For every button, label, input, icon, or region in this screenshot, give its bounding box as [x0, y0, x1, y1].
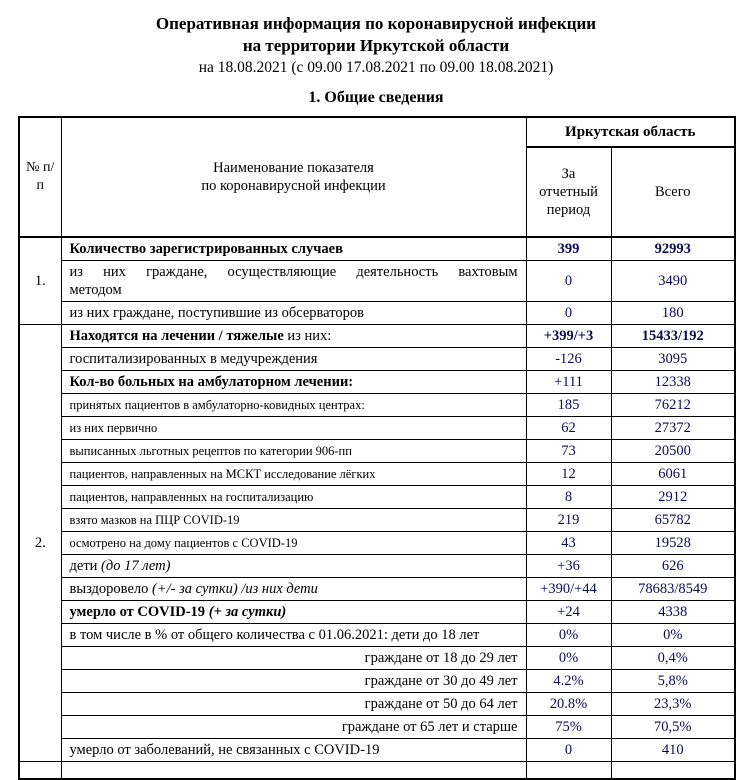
row-total-value: 23,3% — [611, 693, 735, 716]
row-label-part: (+/- за сутки) /из них дети — [152, 581, 318, 597]
row-label-part: из них граждане, осуществляющие деятельность вахтовым — [69, 264, 518, 280]
clipped-cell — [526, 762, 611, 780]
row-label — [61, 348, 526, 371]
row-total-value: 626 — [611, 555, 735, 578]
table-row — [19, 237, 735, 261]
table-row — [19, 302, 735, 325]
table-row — [19, 463, 735, 486]
row-label — [61, 371, 526, 394]
row-label-part: из них: — [283, 328, 332, 344]
row-period-value: 8 — [526, 486, 611, 509]
row-label — [61, 440, 526, 463]
document-header — [0, 0, 752, 78]
row-total-value: 65782 — [611, 509, 735, 532]
row-period-value: 62 — [526, 417, 611, 440]
row-label-part: выздоровело — [69, 581, 152, 597]
row-total-value: 92993 — [611, 237, 735, 261]
doc-title-line-2: на территории Иркутской области — [242, 36, 510, 55]
row-period-value: 0 — [526, 739, 611, 762]
row-total-value: 6061 — [611, 463, 735, 486]
row-total-value: 3095 — [611, 348, 735, 371]
row-label-part: госпитализированных в медучреждения — [69, 351, 318, 367]
row-period-value: 20.8% — [526, 693, 611, 716]
table-row — [19, 394, 735, 417]
row-total-value: 0% — [611, 624, 735, 647]
row-period-value: +24 — [526, 601, 611, 624]
row-period-value: 73 — [526, 440, 611, 463]
header-total: Всего — [611, 147, 735, 237]
table-row — [19, 348, 735, 371]
table-header — [19, 117, 735, 237]
row-total-value: 20500 — [611, 440, 735, 463]
header-indicator-name-line1: Наименование показателя — [213, 160, 374, 176]
table-row — [19, 509, 735, 532]
row-label-part: из них первично — [69, 420, 158, 435]
row-total-value: 2912 — [611, 486, 735, 509]
row-period-value: 4.2% — [526, 670, 611, 693]
general-info-table — [18, 116, 736, 780]
table-row — [19, 325, 735, 348]
row-total-value: 4338 — [611, 601, 735, 624]
row-label-part: дети — [69, 558, 102, 574]
doc-title-date-line: на 18.08.2021 (с 09.00 17.08.2021 по 09.00 18.08.2021) — [198, 59, 554, 76]
row-label-part: взято мазков на ПЦР COVID-19 — [69, 512, 240, 527]
row-label-part: выписанных льготных рецептов по категории 906-пп — [69, 443, 352, 458]
row-label — [61, 532, 526, 555]
row-label-part: принятых пациентов в амбулаторно-ковидных центрах: — [69, 397, 365, 412]
row-label-part: Количество зарегистрированных случаев — [69, 241, 343, 257]
row-label — [61, 509, 526, 532]
row-label — [61, 739, 526, 762]
row-label-part: осмотрено на дому пациентов с COVID-19 — [69, 535, 298, 550]
row-label-part: граждане от 18 до 29 лет — [364, 650, 518, 666]
row-period-value: -126 — [526, 348, 611, 371]
row-label-part: граждане от 50 до 64 лет — [364, 696, 518, 712]
doc-title-line-1: Оперативная информация по коронавирусной инфекции — [155, 14, 597, 33]
row-total-value: 12338 — [611, 371, 735, 394]
table-row — [19, 486, 735, 509]
row-period-value: +111 — [526, 371, 611, 394]
row-label — [61, 302, 526, 325]
row-label-part: Кол-во больных на амбулаторном лечении: — [69, 374, 354, 390]
row-period-value: 219 — [526, 509, 611, 532]
row-label-part: Находятся на лечении / тяжелые — [69, 328, 284, 344]
row-total-value: 70,5% — [611, 716, 735, 739]
table-body — [19, 237, 735, 779]
row-total-value: 27372 — [611, 417, 735, 440]
row-label — [61, 463, 526, 486]
row-total-value: 78683/8549 — [611, 578, 735, 601]
table-row — [19, 532, 735, 555]
row-label — [61, 716, 526, 739]
row-period-value: +399/+3 — [526, 325, 611, 348]
row-label-part: пациентов, направленных на МСКТ исследование лёгких — [69, 466, 376, 481]
table-row — [19, 578, 735, 601]
row-period-value: 12 — [526, 463, 611, 486]
row-label — [61, 417, 526, 440]
row-label — [61, 555, 526, 578]
row-label-part: граждане от 30 до 49 лет — [364, 673, 518, 689]
row-total-value: 5,8% — [611, 670, 735, 693]
table-row — [19, 555, 735, 578]
header-row-region — [19, 117, 735, 147]
table-row — [19, 261, 735, 302]
row-total-value: 0,4% — [611, 647, 735, 670]
section-heading: 1. Общие сведения — [308, 89, 444, 106]
table-row — [19, 739, 735, 762]
row-label — [61, 237, 526, 261]
table-row — [19, 417, 735, 440]
row-total-value: 410 — [611, 739, 735, 762]
row-label-part: из них граждане, поступившие из обсерваторов — [69, 305, 364, 321]
row-label — [61, 647, 526, 670]
table-row — [19, 440, 735, 463]
row-total-value: 3490 — [611, 261, 735, 302]
table-row — [19, 601, 735, 624]
row-label-part: (до 17 лет) — [101, 558, 171, 574]
row-period-value: 43 — [526, 532, 611, 555]
table-row — [19, 371, 735, 394]
row-period-value: +390/+44 — [526, 578, 611, 601]
row-label — [61, 394, 526, 417]
row-total-value: 180 — [611, 302, 735, 325]
row-total-value: 19528 — [611, 532, 735, 555]
header-region: Иркутская область — [526, 117, 735, 147]
table-row — [19, 624, 735, 647]
row-period-value: 0% — [526, 624, 611, 647]
row-label-part: умерло от заболеваний, не связанных с COVID-19 — [69, 742, 380, 758]
table-row — [19, 670, 735, 693]
row-label — [61, 624, 526, 647]
header-indicator-name — [61, 117, 526, 237]
header-period: За отчетный период — [526, 147, 611, 237]
row-label-part: методом — [69, 282, 122, 298]
row-label-part: (+ за сутки) — [208, 604, 287, 620]
table-row — [19, 716, 735, 739]
table-row — [19, 647, 735, 670]
row-period-value: 185 — [526, 394, 611, 417]
row-total-value: 15433/192 — [611, 325, 735, 348]
row-label-part: в том числе в % от общего количества с 01.06.2021: дети до 18 лет — [69, 627, 480, 643]
row-label — [61, 261, 526, 302]
header-num: № п/п — [19, 117, 61, 237]
row-label-part: пациентов, направленных на госпитализацию — [69, 489, 314, 504]
row-label-part: граждане от 65 лет и старше — [341, 719, 518, 735]
row-period-value: 399 — [526, 237, 611, 261]
row-label-part: умерло от COVID-19 — [69, 604, 209, 620]
section-number: 1. — [19, 237, 61, 325]
row-label — [61, 578, 526, 601]
row-label — [61, 325, 526, 348]
header-indicator-name-line2: по коронавирусной инфекции — [201, 178, 386, 194]
row-label — [61, 670, 526, 693]
clipped-cell — [19, 762, 61, 780]
row-label — [61, 693, 526, 716]
row-period-value: 75% — [526, 716, 611, 739]
clipped-cell — [61, 762, 526, 780]
row-period-value: +36 — [526, 555, 611, 578]
section-number: 2. — [19, 325, 61, 762]
row-period-value: 0 — [526, 261, 611, 302]
row-period-value: 0 — [526, 302, 611, 325]
row-label — [61, 601, 526, 624]
table-row — [19, 693, 735, 716]
row-label — [61, 486, 526, 509]
clipped-partial-row — [19, 762, 735, 780]
row-total-value: 76212 — [611, 394, 735, 417]
row-period-value: 0% — [526, 647, 611, 670]
clipped-cell — [611, 762, 735, 780]
